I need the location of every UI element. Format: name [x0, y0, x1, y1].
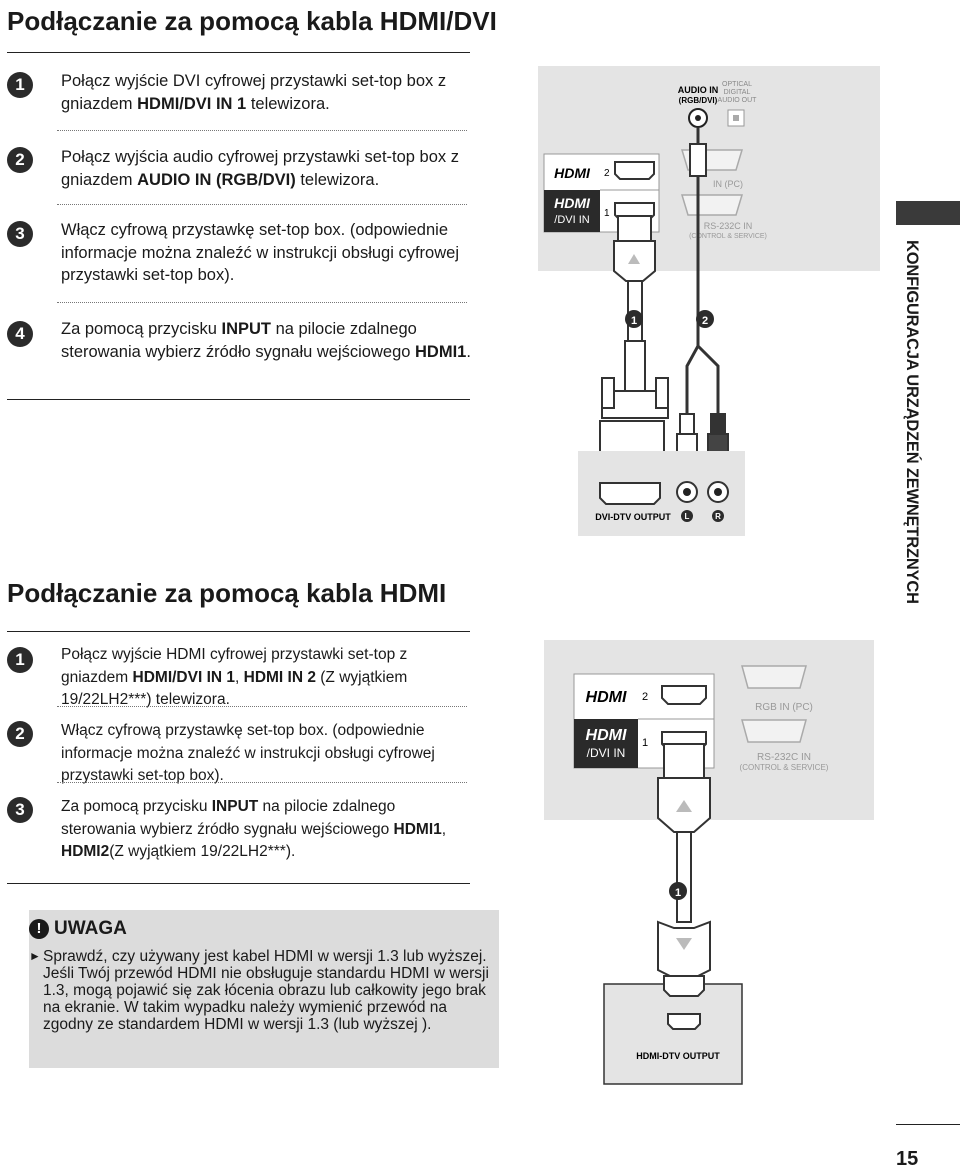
hdmi-connection-diagram [544, 640, 874, 1090]
rs232-sub-label-2: (CONTROL & SERVICE) [739, 763, 829, 772]
hdmi-dvi-connection-diagram [530, 66, 880, 546]
warning-icon: ! [29, 919, 49, 939]
port-2-label: 2 [604, 168, 610, 179]
rs232-port-2 [742, 720, 806, 742]
audio-in-sub-label: (RGB/DVI) [678, 96, 718, 105]
rs232-label-2: RS-232C IN [757, 752, 811, 763]
section1-bottom-rule [7, 399, 470, 400]
optical-label-3: AUDIO OUT [717, 97, 757, 104]
hdmi-port-2-b [662, 686, 706, 704]
hdmi-logo-bottom-2: HDMI [585, 727, 627, 744]
optical-label: OPTICAL [722, 81, 752, 88]
hdmi-cable-plug-tv [618, 216, 651, 241]
rgb-in-label-2: RGB IN (PC) [755, 702, 813, 713]
hdmi-cable-plug-tv-2 [664, 744, 704, 778]
page-number: 15 [896, 1148, 919, 1170]
hdmi-logo-top: HDMI [554, 165, 590, 181]
section1-step-2-text: Połącz wyjścia audio cyfrowej przystawki set-top box z gniazdem AUDIO IN (RGB/DVI) telewizora. [61, 148, 459, 189]
left-label: L [684, 512, 690, 521]
sidebar-section-label: KONFIGURACJA URZĄDZEŃ ZEWNĘTRZNYCH [903, 240, 921, 604]
step-divider [57, 782, 467, 783]
step-divider [57, 302, 467, 303]
section1-step-3-text: Włącz cyfrową przystawkę set-top box. (odpowiednie informacje można znaleźć w instrukcji obsługi cyfrowej przystawki set-top box). [61, 221, 459, 284]
step-number-2: 2 [7, 147, 33, 173]
step-number-2: 2 [7, 721, 33, 747]
audio-in-label: AUDIO IN [677, 85, 719, 95]
hdmi-output-port [668, 1014, 700, 1029]
rca-plug-r [711, 414, 725, 434]
section2-bottom-rule [7, 883, 470, 884]
hdmi-logo-top-2: HDMI [585, 689, 627, 706]
step-divider [57, 204, 467, 205]
right-label: R [715, 512, 721, 521]
step-number-3: 3 [7, 221, 33, 247]
section2-step-2-text: Włącz cyfrową przystawkę set-top box. (odpowiednie informacje można znaleźć w instrukcji obsługi cyfrowej przystawki set-top box). [61, 722, 435, 784]
port-2-label-2: 2 [642, 691, 649, 703]
hdmi-port-2 [615, 162, 654, 179]
rgb-in-port-2 [742, 666, 806, 688]
section2-step-1-text: Połącz wyjście HDMI cyfrowej przystawki set-top z gniazdem HDMI/DVI IN 1, HDMI IN 2 (Z wyjątkiem 19/22LH2***) telewizora. [61, 646, 408, 708]
dvi-in-label: /DVI IN [554, 214, 590, 226]
dvi-in-label-2: /DVI IN [586, 746, 626, 760]
section2-top-rule [7, 631, 470, 632]
rs232-label: RS-232C IN [703, 221, 753, 231]
bullet-arrow-icon: ► [29, 949, 41, 963]
rs232-sub-label: (CONTROL & SERVICE) [689, 233, 767, 240]
section1-top-rule [7, 52, 470, 53]
audio-plug-tv [690, 144, 706, 176]
rs232-port [682, 195, 742, 215]
note-text: Sprawdź, czy używany jest kabel HDMI w wersji 1.3 lub wyższej. Jeśli Twój przewód HDMI nie obsługuje standardu HDMI w wersji 1.3, mogą pojawić się zak łócenia obrazu lub całkowity jego brak na ekranie. W takim wypadku należy wymienić przewód na zgodny ze standardem HDMI w wersji 1.3 (lub wyższej ). [43, 948, 489, 1033]
cable-marker-1-label: 1 [630, 315, 638, 327]
hdmi-logo-bottom: HDMI [554, 195, 590, 211]
rgb-in-label: IN (PC) [713, 179, 743, 189]
port-1-label: 1 [604, 208, 610, 219]
hdmi-output-label: HDMI-DTV OUTPUT [636, 1051, 720, 1061]
section-tab [896, 201, 960, 225]
page-number-rule [896, 1124, 960, 1125]
step-number-1: 1 [7, 647, 33, 673]
step-divider [57, 706, 467, 707]
step-number-3: 3 [7, 797, 33, 823]
dvi-output-label: DVI-DTV OUTPUT [595, 512, 671, 522]
section2-title: Podłączanie za pomocą kabla HDMI [7, 578, 447, 608]
step-number-1: 1 [7, 72, 33, 98]
step-number-4: 4 [7, 321, 33, 347]
set-top-box-panel-2 [604, 984, 742, 1084]
note-title: UWAGA [54, 918, 127, 939]
section1-step-4-text: Za pomocą przycisku INPUT na pilocie zdalnego sterowania wybierz źródło sygnału wejściowego HDMI1. [61, 320, 471, 361]
port-1-label-2: 1 [642, 737, 649, 749]
section1-title: Podłączanie za pomocą kabla HDMI/DVI [7, 6, 497, 36]
dvi-output-port [600, 483, 660, 504]
step-divider [57, 130, 467, 131]
rca-plug-l [680, 414, 694, 434]
hdmi-cable-line [674, 832, 691, 922]
section1-step-1-text: Połącz wyjście DVI cyfrowej przystawki set-top box z gniazdem HDMI/DVI IN 1 telewizora. [61, 72, 447, 113]
cable-marker-2-label: 2 [701, 315, 709, 327]
optical-label-2: DIGITAL [723, 89, 751, 96]
cable-marker-1-b-label: 1 [674, 887, 682, 899]
section2-step-3-text: Za pomocą przycisku INPUT na pilocie zdalnego sterowania wybierz źródło sygnału wejściowego HDMI1, HDMI2(Z wyjątkiem 19/22LH2***). [61, 798, 447, 860]
